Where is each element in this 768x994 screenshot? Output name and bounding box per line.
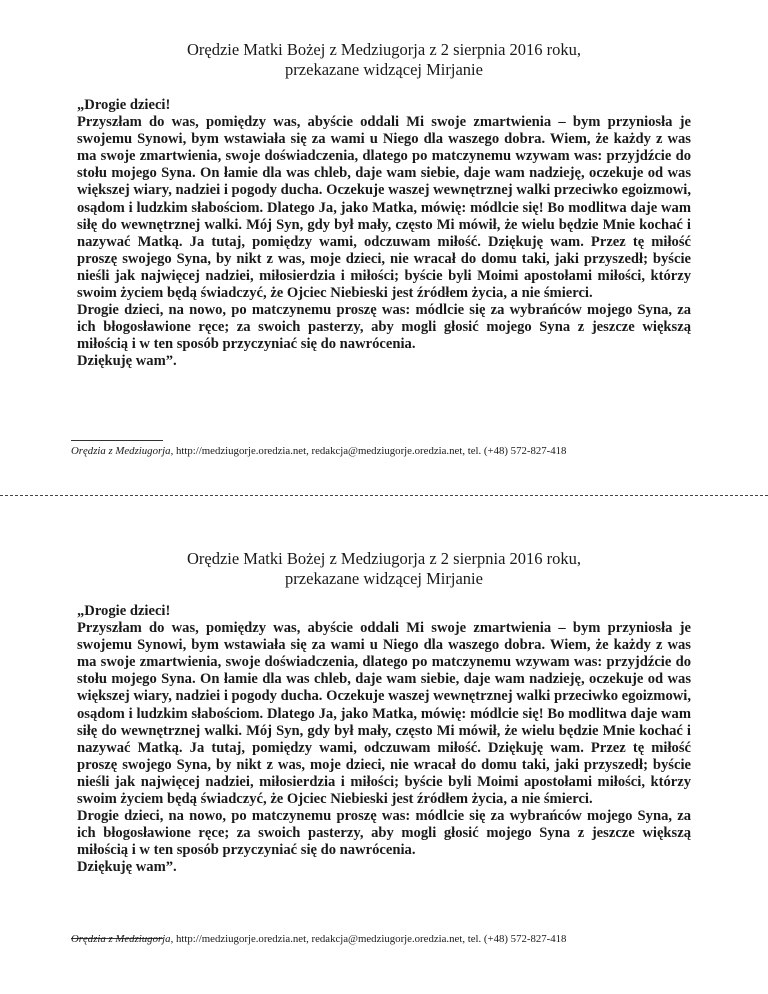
message-paragraph-2: Drogie dzieci, na nowo, po matczynemu proszę was: módlcie się za wybrańców mojego Syna, za ich błogosławione ręce; za swoich pasterzy, aby mogli głosić mojego Syna z jeszcze większą miłością i w ten sposób przyczyniać się do nawrócenia. xyxy=(77,808,691,859)
footnote-source: Orędzia z Medziugorja xyxy=(71,933,171,945)
closing: Dziękuję wam”. xyxy=(77,353,177,370)
message-copy-bottom xyxy=(0,497,768,994)
closing: Dziękuję wam”. xyxy=(77,859,177,876)
cut-line xyxy=(0,495,768,496)
footnote-details: , http://medziugorje.oredzia.net, redakcja@medziugorje.oredzia.net, tel. (+48) 572-827-418 xyxy=(170,445,567,457)
title-line-1: Orędzie Matki Bożej z Medziugorja z 2 sierpnia 2016 roku, xyxy=(186,40,582,59)
message-body xyxy=(77,97,691,371)
message-copy-top xyxy=(0,0,768,494)
footnote-rule xyxy=(71,440,163,441)
greeting: „Drogie dzieci! xyxy=(77,97,171,113)
message-title xyxy=(0,549,768,589)
title-line-2: przekazane widzącej Mirjanie xyxy=(285,569,483,588)
message-paragraph: Przyszłam do was, pomiędzy was, abyście oddali Mi swoje zmartwienia – bym przyniosła je swojemu Synowi, bym wstawiała się za wami u Niego dla waszego dobra. Wiem, że każdy z was ma swoje zmartwienia, swoje doświadczenia, dlatego po matczynemu wzywam was: przyjdźcie do stołu mojego Syna. On łamie dla was chleb, daje wam siebie, daje wam nadzieję, oczekuje od was większej wiary, nadziei i pogody ducha. Oczekuje waszej wewnętrznej walki przeciwko egoizmowi, osądom i ludzkim słabościom. Dlatego Ja, jako Matka, mówię: módlcie się! Bo modlitwa daje wam siłę do wewnętrznej walki. Mój Syn, gdy był mały, często Mi mówił, że wielu będzie Mnie kochać i nazywać Matką. Ja tutaj, pomiędzy wami, odczuwam miłość. Dziękuję wam. Przez tę miłość proszę swojego Syna, by nikt z was, moje dzieci, nie wracał do domu taki, jaki przyszedł; byście nieśli jak najwięcej nadziei, miłosierdzia i miłości; byście byli Moimi apostołami miłości, którzy swoim życiem będą świadczyć, że Ojciec Niebieski jest źródłem życia, a nie śmierci. xyxy=(77,114,691,302)
message-body xyxy=(77,603,691,877)
title-line-1: Orędzie Matki Bożej z Medziugorja z 2 sierpnia 2016 roku, xyxy=(186,549,582,568)
message-paragraph-2: Drogie dzieci, na nowo, po matczynemu proszę was: módlcie się za wybrańców mojego Syna, za ich błogosławione ręce; za swoich pasterzy, aby mogli głosić mojego Syna z jeszcze większą miłością i w ten sposób przyczyniać się do nawrócenia. xyxy=(77,302,691,353)
title-line-2: przekazane widzącej Mirjanie xyxy=(285,60,483,79)
message-paragraph: Przyszłam do was, pomiędzy was, abyście oddali Mi swoje zmartwienia – bym przyniosła je swojemu Synowi, bym wstawiała się za wami u Niego dla waszego dobra. Wiem, że każdy z was ma swoje zmartwienia, swoje doświadczenia, dlatego po matczynemu wzywam was: przyjdźcie do stołu mojego Syna. On łamie dla was chleb, daje wam siebie, daje wam nadzieję, oczekuje od was większej wiary, nadziei i pogody ducha. Oczekuje waszej wewnętrznej walki przeciwko egoizmowi, osądom i ludzkim słabościom. Dlatego Ja, jako Matka, mówię: módlcie się! Bo modlitwa daje wam siłę do wewnętrznej walki. Mój Syn, gdy był mały, często Mi mówił, że wielu będzie Mnie kochać i nazywać Matką. Ja tutaj, pomiędzy wami, odczuwam miłość. Dziękuję wam. Przez tę miłość proszę swojego Syna, by nikt z was, moje dzieci, nie wracał do domu taki, jaki przyszedł; byście nieśli jak najwięcej nadziei, miłosierdzia i miłości; byście byli Moimi apostołami miłości, którzy swoim życiem będą świadczyć, że Ojciec Niebieski jest źródłem życia, a nie śmierci. xyxy=(77,620,691,808)
greeting: „Drogie dzieci! xyxy=(77,603,171,619)
footnote-details: , http://medziugorje.oredzia.net, redakcja@medziugorje.oredzia.net, tel. (+48) 572-827-418 xyxy=(170,933,567,945)
message-title xyxy=(0,40,768,80)
footnote xyxy=(71,445,751,458)
footnote-source: Orędzia z Medziugorja xyxy=(71,445,171,457)
footnote xyxy=(71,933,751,946)
